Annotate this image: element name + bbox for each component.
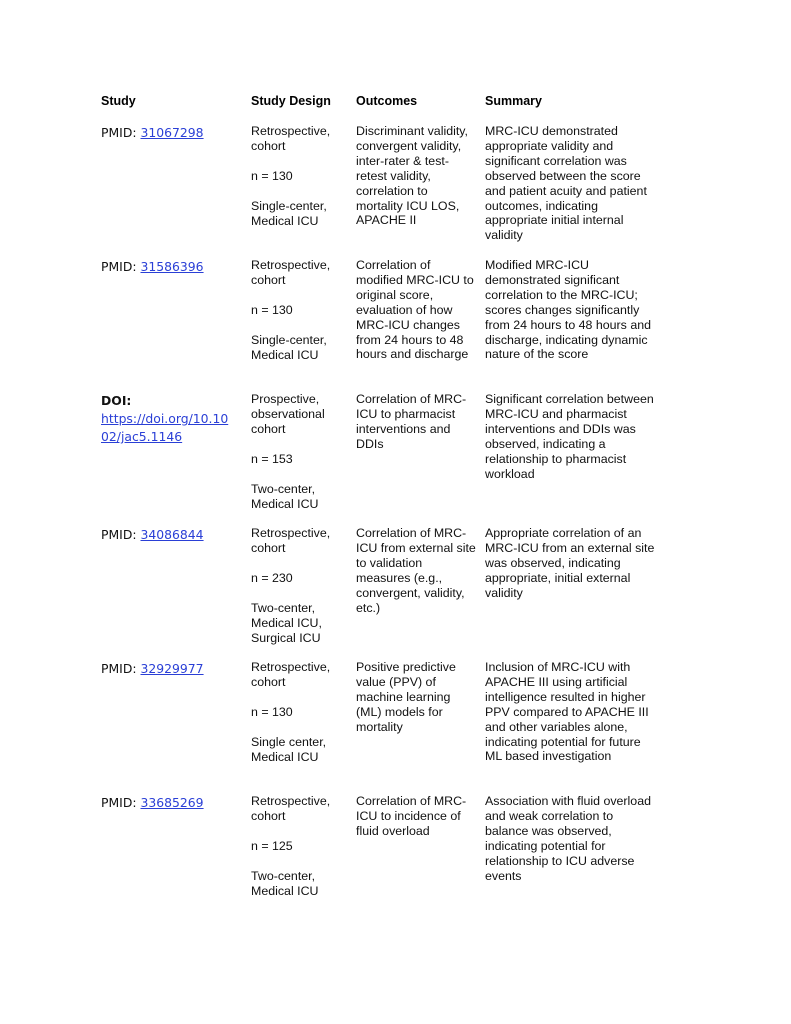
design-type: Retrospective, cohort [251,124,331,153]
design-cell [251,258,347,363]
design-cell [251,526,347,645]
sample-size: n = 130 [251,168,293,183]
sample-size: n = 230 [251,570,293,585]
study-cell [101,660,241,678]
design-type: Retrospective, cohort [251,258,331,287]
study-id-label: PMID: [101,125,137,140]
summary-cell: Appropriate correlation of an MRC-ICU from an external site was observed, indicating appropriate, initial external validity [485,526,655,600]
design-site: Two-center, Medical ICU [251,481,319,511]
study-link[interactable]: https://doi.org/10.1002/jac5.1146 [101,411,229,444]
outcomes-cell: Correlation of MRC-ICU to incidence of fluid overload [356,794,467,838]
study-cell [101,526,241,544]
sample-size: n = 153 [251,451,293,466]
outcomes-cell: Discriminant validity, convergent validity, inter-rater & test-retest validity, correlation to mortality ICU LOS, APACHE II [356,124,468,228]
study-link[interactable]: 33685269 [140,795,204,810]
header-outcomes: Outcomes [356,94,418,108]
header-study-design: Study Design [251,94,331,108]
design-cell [251,124,347,229]
study-cell [101,392,241,446]
design-site: Single-center, Medical ICU [251,332,327,362]
design-site: Single center, Medical ICU [251,734,327,764]
study-link[interactable]: 34086844 [140,527,204,542]
design-cell [251,392,347,511]
header-study: Study [101,94,136,108]
sample-size: n = 130 [251,704,293,719]
study-id-label: PMID: [101,795,137,810]
design-type: Retrospective, cohort [251,660,331,689]
study-link[interactable]: 31586396 [140,259,204,274]
study-link[interactable]: 32929977 [140,661,204,676]
summary-cell: Significant correlation between MRC-ICU and pharmacist interventions and DDIs was observed, indicating a relationship to pharmacist workload [485,392,654,481]
study-id-label: PMID: [101,259,137,274]
study-id-label: PMID: [101,527,137,542]
header-summary: Summary [485,94,542,108]
study-link[interactable]: 31067298 [140,125,204,140]
design-cell [251,794,347,899]
study-id-label: DOI: [101,393,132,408]
design-site: Two-center, Medical ICU [251,868,319,898]
design-site: Two-center, Medical ICU, Surgical ICU [251,600,322,645]
outcomes-cell: Positive predictive value (PPV) of machine learning (ML) models for mortality [356,660,456,734]
study-id-label: PMID: [101,661,137,676]
study-cell [101,124,241,142]
outcomes-cell: Correlation of MRC-ICU from external site to validation measures (e.g., convergent, validity, etc.) [356,526,476,615]
sample-size: n = 130 [251,302,293,317]
design-type: Prospective, observational cohort [251,392,325,436]
sample-size: n = 125 [251,838,293,853]
design-cell [251,660,347,765]
outcomes-cell: Correlation of modified MRC-ICU to original score, evaluation of how MRC-ICU changes from 24 hours to 48 hours and discharge [356,258,474,362]
study-cell [101,258,241,276]
study-cell [101,794,241,812]
summary-cell: Inclusion of MRC-ICU with APACHE III using artificial intelligence resulted in higher PPV compared to APACHE III and other variables alone, indicating potential for future ML based investigation [485,660,649,764]
design-type: Retrospective, cohort [251,526,331,555]
outcomes-cell: Correlation of MRC-ICU to pharmacist interventions and DDIs [356,392,467,451]
design-site: Single-center, Medical ICU [251,198,327,228]
summary-cell: Association with fluid overload and weak correlation to balance was observed, indicating potential for relationship to ICU adverse events [485,794,651,883]
summary-cell: Modified MRC-ICU demonstrated significant correlation to the MRC-ICU; scores changes significantly from 24 hours to 48 hours and discharge, indicating dynamic nature of the score [485,258,651,362]
design-type: Retrospective, cohort [251,794,331,823]
summary-cell: MRC-ICU demonstrated appropriate validity and significant correlation was observed between the score and patient acuity and patient outcomes, indicating appropriate initial internal validity [485,124,647,243]
